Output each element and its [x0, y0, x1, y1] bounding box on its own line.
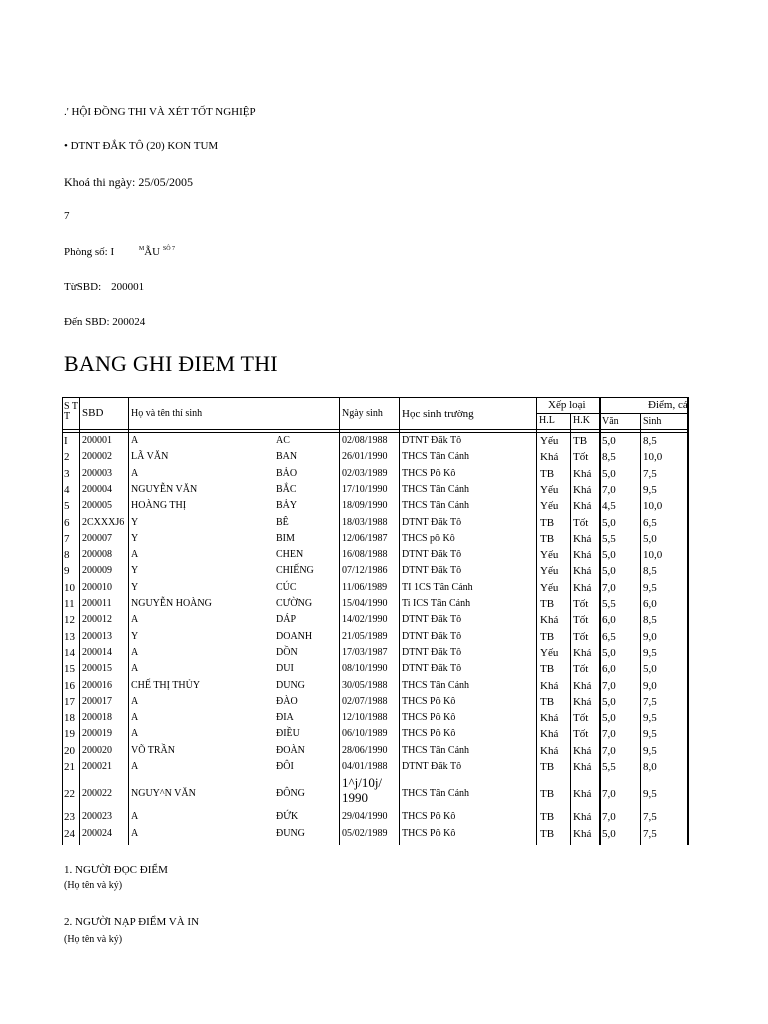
- table-row: [62, 710, 688, 726]
- table-row: [62, 775, 688, 809]
- cell-dob: 21/05/1989: [342, 630, 388, 642]
- cell-hl: Yếu: [540, 565, 559, 578]
- cell-van: 5,0: [602, 565, 616, 578]
- table-row: [62, 826, 688, 842]
- cell-ten: ĐÔI: [276, 761, 294, 772]
- cell-sbd: 200024: [82, 827, 112, 839]
- cell-hl: TB: [540, 663, 555, 676]
- cell-hk: Khá: [573, 483, 592, 496]
- cell-school: DTNT Đăk Tô: [402, 663, 462, 675]
- cell-hk: Khá: [573, 744, 592, 757]
- cell-hl: TB: [540, 630, 555, 643]
- cell-sinh: 10,0: [643, 451, 663, 464]
- cell-ho: HOÀNG THỊ: [131, 500, 187, 512]
- cell-van: 7,0: [602, 679, 616, 692]
- cell-sbd: 200012: [82, 614, 112, 626]
- cell-school: DTNT Đăk Tô: [402, 630, 462, 642]
- cell-stt: 6: [64, 516, 70, 529]
- cell-stt: 20: [64, 744, 75, 757]
- table-row: [62, 726, 688, 742]
- cell-van: 8,5: [602, 451, 616, 464]
- cell-ten: BIM: [276, 532, 295, 544]
- cell-stt: 10: [64, 581, 75, 594]
- table-row: [62, 694, 688, 710]
- cell-ten: CHEN: [276, 549, 304, 561]
- cell-hl: TB: [540, 598, 555, 610]
- table-row: [62, 531, 688, 547]
- cell-hl: Yếu: [540, 435, 559, 447]
- cell-hl: Khá: [540, 451, 559, 464]
- cell-ho: A: [131, 695, 139, 707]
- cell-hk: Tốt: [573, 516, 589, 529]
- cell-sinh: 7,5: [643, 467, 657, 480]
- cell-sinh: 8,5: [643, 435, 657, 447]
- cell-ten: BẢY: [276, 500, 298, 512]
- cell-van: 5,0: [602, 646, 616, 659]
- cell-school: DTNT Đăk Tô: [402, 614, 462, 626]
- cell-hl: Yếu: [540, 500, 559, 513]
- room-number: Phòng số: I: [64, 246, 115, 258]
- form-number: $^M$ẪU $^{SÔ 7}$: [138, 246, 176, 258]
- cell-sinh: 7,5: [643, 695, 657, 708]
- cell-ten: AC: [276, 435, 290, 446]
- cell-sinh: 9,5: [643, 712, 657, 725]
- cell-ten: ĐÔNG: [276, 788, 305, 800]
- cell-ten: DUI: [276, 663, 294, 675]
- cell-sinh: 9,5: [643, 744, 657, 757]
- cell-ten: DÁP: [276, 614, 297, 626]
- cell-dob: 11/06/1989: [342, 581, 388, 593]
- cell-school: THCS Pô Kô: [402, 467, 456, 479]
- cell-van: 5,0: [602, 435, 616, 447]
- cell-hl: TB: [540, 788, 555, 801]
- table-row: [62, 433, 688, 449]
- cell-school: DTNT Đăk Tô: [402, 435, 462, 446]
- cell-van: 5,0: [602, 467, 616, 480]
- cell-ho: VÕ TRẦN: [131, 744, 175, 756]
- cell-hl: TB: [540, 827, 555, 840]
- cell-van: 6,0: [602, 614, 616, 627]
- cell-ho: NGUYỄN HOÀNG: [131, 598, 212, 609]
- cell-ten: ĐỨK: [276, 811, 299, 823]
- cell-ho: A: [131, 663, 139, 675]
- cell-hk: Tốt: [573, 712, 589, 725]
- cell-sinh: 9,5: [643, 646, 657, 659]
- cell-dob: 16/08/1988: [342, 549, 388, 561]
- cell-van: 5,5: [602, 598, 616, 610]
- cell-hk: TB: [573, 435, 588, 447]
- cell-dob: 18/03/1988: [342, 516, 388, 528]
- cell-hk: Khá: [573, 827, 592, 840]
- cell-sinh: 7,5: [643, 811, 657, 824]
- cell-sbd: 200020: [82, 744, 112, 756]
- cell-hl: TB: [540, 761, 555, 773]
- entry-note: (Họ tên và ký): [64, 934, 123, 945]
- table-row: [62, 612, 688, 628]
- cell-school: Ti ICS Tân Cảnh: [402, 598, 471, 609]
- cell-stt: 9: [64, 565, 70, 578]
- cell-sinh: 7,5: [643, 827, 657, 840]
- cell-sbd: 200017: [82, 695, 112, 707]
- cell-ho: A: [131, 712, 139, 724]
- cell-ten: DOANH: [276, 630, 313, 642]
- cell-van: 6,0: [602, 663, 616, 676]
- cell-sbd: 200009: [82, 565, 112, 577]
- cell-sinh: 8,5: [643, 565, 657, 578]
- cell-hk: Tốt: [573, 630, 589, 643]
- council-line: [64, 106, 256, 118]
- cell-van: 5,0: [602, 549, 616, 562]
- cell-stt: 7: [64, 532, 70, 545]
- col-header-hk: H.K: [573, 415, 590, 426]
- cell-ten: CƯỜNG: [276, 598, 313, 609]
- cell-dob: 1^j/10j/ 1990: [342, 775, 383, 806]
- cell-school: THCS Pô Kô: [402, 695, 456, 707]
- cell-dob: 04/01/1988: [342, 761, 388, 772]
- cell-stt: 12: [64, 614, 75, 627]
- cell-van: 6,5: [602, 630, 616, 643]
- cell-hl: Khá: [540, 744, 559, 757]
- cell-stt: 2: [64, 451, 70, 464]
- cell-school: TI 1CS Tân Cảnh: [402, 581, 473, 593]
- school-name: • DTNT ĐẮK TÔ (20) KON TUM: [64, 140, 219, 152]
- cell-hl: Khá: [540, 728, 559, 741]
- cell-dob: 18/09/1990: [342, 500, 388, 512]
- col-header-sbd: SBD: [82, 407, 104, 419]
- cell-hl: Yếu: [540, 483, 559, 496]
- cell-van: 7,0: [602, 483, 616, 496]
- page-title: BANG GHI ĐIEM THI: [64, 351, 278, 376]
- cell-hk: Tốt: [573, 728, 589, 741]
- cell-ho: NGUYỄN VĂN: [131, 483, 198, 495]
- council-prefix: .': [64, 106, 72, 118]
- cell-sinh: 9,5: [643, 483, 657, 496]
- table-row: [62, 743, 688, 759]
- cell-ten: ĐOÀN: [276, 744, 305, 756]
- cell-school: THCS Tân Cảnh: [402, 483, 470, 495]
- cell-hk: Khá: [573, 500, 592, 513]
- cell-hl: TB: [540, 811, 555, 824]
- cell-school: THCS Tân Cảnh: [402, 788, 470, 800]
- table-row: [62, 498, 688, 514]
- table-row: [62, 645, 688, 661]
- cell-hl: Yếu: [540, 549, 559, 562]
- table-row: [62, 449, 688, 465]
- reader-note: (Họ tên và ký): [64, 880, 123, 891]
- cell-sbd: 200011: [82, 598, 112, 609]
- cell-ten: CHIẾNG: [276, 565, 314, 577]
- cell-stt: 3: [64, 467, 70, 480]
- cell-ho: A: [131, 646, 139, 658]
- cell-hl: Khá: [540, 614, 559, 627]
- cell-sbd: 200022: [82, 788, 112, 800]
- cell-school: THCS Pô Kô: [402, 811, 456, 823]
- cell-sinh: 10,0: [643, 500, 663, 513]
- cell-stt: 11: [64, 598, 75, 610]
- cell-hl: Yếu: [540, 581, 559, 594]
- cell-school: DTNT Đăk Tô: [402, 516, 462, 528]
- table-row: [62, 515, 688, 531]
- cell-sbd: 200005: [82, 500, 112, 512]
- cell-school: THCS Tân Cảnh: [402, 451, 470, 463]
- cell-sbd: 200007: [82, 532, 112, 544]
- cell-sinh: 9,0: [643, 679, 657, 692]
- cell-hl: TB: [540, 695, 555, 708]
- cell-hk: Tốt: [573, 598, 589, 610]
- cell-sinh: 5,0: [643, 663, 657, 676]
- cell-dob: 02/07/1988: [342, 695, 388, 707]
- cell-sbd: 200016: [82, 679, 112, 691]
- col-header-dob: Ngày sinh: [342, 408, 383, 419]
- cell-sbd: 200001: [82, 435, 112, 446]
- cell-stt: 13: [64, 630, 75, 643]
- cell-dob: 29/04/1990: [342, 811, 388, 823]
- cell-sbd: 200013: [82, 630, 112, 642]
- cell-stt: 19: [64, 728, 75, 741]
- cell-stt: 18: [64, 712, 75, 725]
- cell-ho: A: [131, 728, 139, 740]
- cell-ten: BẮC: [276, 483, 297, 495]
- cell-hk: Khá: [573, 788, 592, 801]
- cell-sbd: 200019: [82, 728, 112, 740]
- col-header-school: Học sinh trường: [402, 408, 474, 420]
- table-row: [62, 661, 688, 677]
- cell-dob: 14/02/1990: [342, 614, 388, 626]
- cell-dob: 02/08/1988: [342, 435, 388, 446]
- cell-hk: Khá: [573, 467, 592, 480]
- col-header-scores: Điểm, cá: [648, 399, 688, 411]
- cell-ho: LÃ VĂN: [131, 451, 169, 463]
- cell-dob: 07/12/1986: [342, 565, 388, 577]
- cell-van: 7,0: [602, 728, 616, 741]
- cell-stt: 24: [64, 827, 75, 840]
- col-header-name: Họ và tên thí sinh: [131, 408, 203, 419]
- table-row: [62, 596, 688, 612]
- cell-stt: I: [64, 435, 68, 447]
- cell-school: THCS Pô Kô: [402, 712, 456, 724]
- cell-dob: 15/04/1990: [342, 598, 388, 609]
- cell-dob: 26/01/1990: [342, 451, 388, 463]
- cell-sbd: 200004: [82, 483, 112, 495]
- cell-dob: 08/10/1990: [342, 663, 388, 675]
- cell-stt: 16: [64, 679, 75, 692]
- score-table: [62, 397, 688, 845]
- table-row: [62, 809, 688, 825]
- cell-hl: TB: [540, 532, 555, 545]
- cell-van: 7,0: [602, 788, 616, 801]
- cell-hk: Khá: [573, 695, 592, 708]
- cell-ten: ĐIỀU: [276, 728, 300, 740]
- col-header-van: Văn: [602, 416, 619, 427]
- cell-ten: ĐÀO: [276, 695, 298, 707]
- table-row: [62, 759, 688, 775]
- col-header-rank: Xếp loại: [548, 399, 586, 411]
- cell-hk: Tốt: [573, 614, 589, 627]
- cell-ten: BAN: [276, 451, 298, 463]
- cell-van: 7,0: [602, 744, 616, 757]
- cell-ho: A: [131, 614, 139, 626]
- cell-ten: DỒN: [276, 646, 298, 658]
- cell-ho: CHẾ THỊ THỦY: [131, 679, 201, 691]
- table-row: [62, 482, 688, 498]
- table-row: [62, 629, 688, 645]
- cell-school: THCS pô Kô: [402, 532, 455, 544]
- cell-stt: 14: [64, 646, 75, 659]
- cell-hk: Tốt: [573, 451, 589, 464]
- cell-sinh: 9,5: [643, 728, 657, 741]
- cell-hk: Khá: [573, 565, 592, 578]
- cell-stt: 4: [64, 483, 70, 496]
- cell-ho: NGUY^N VĂN: [131, 788, 196, 800]
- cell-hk: Tốt: [573, 663, 589, 676]
- cell-ho: A: [131, 827, 139, 839]
- cell-stt: 23: [64, 811, 75, 824]
- cell-sbd: 2CXXXJ6: [82, 516, 125, 528]
- cell-van: 5,5: [602, 761, 616, 773]
- cell-van: 4,5: [602, 500, 616, 513]
- cell-sbd: 200003: [82, 467, 112, 479]
- cell-ho: Y: [131, 532, 139, 544]
- cell-sinh: 5,0: [643, 532, 657, 545]
- cell-van: 7,0: [602, 811, 616, 824]
- cell-dob: 12/10/1988: [342, 712, 388, 724]
- cell-sbd: 200018: [82, 712, 112, 724]
- cell-hk: Khá: [573, 646, 592, 659]
- cell-hl: Khá: [540, 712, 559, 725]
- cell-van: 5,0: [602, 827, 616, 840]
- cell-stt: 5: [64, 500, 70, 513]
- cell-hk: Khá: [573, 532, 592, 545]
- cell-dob: 30/05/1988: [342, 679, 388, 691]
- exam-date: Khoá thi ngày: 25/05/2005: [64, 175, 193, 189]
- cell-dob: 06/10/1989: [342, 728, 388, 740]
- cell-van: 7,0: [602, 581, 616, 594]
- table-row: [62, 466, 688, 482]
- council-name: HỘI ĐỒNG THI VÀ XÉT TỐT NGHIỆP: [71, 106, 256, 118]
- cell-ho: Y: [131, 565, 139, 577]
- col-header-hl: H.L: [539, 415, 555, 426]
- cell-school: THCS Tân Cảnh: [402, 500, 470, 512]
- cell-hl: TB: [540, 467, 555, 480]
- cell-hk: Khá: [573, 679, 592, 692]
- cell-stt: 17: [64, 695, 75, 708]
- cell-sbd: 200002: [82, 451, 112, 463]
- cell-hk: Khá: [573, 581, 592, 594]
- cell-ten: DUNG: [276, 679, 305, 691]
- cell-sinh: 8,0: [643, 761, 657, 773]
- cell-sbd: 200021: [82, 761, 112, 772]
- cell-sinh: 9,5: [643, 788, 657, 801]
- cell-dob: 02/03/1989: [342, 467, 388, 479]
- cell-ho: A: [131, 549, 139, 561]
- cell-school: THCS Pô Kô: [402, 827, 456, 839]
- cell-sinh: 10,0: [643, 549, 663, 562]
- from-sbd: TừSBD: 200001: [64, 281, 145, 293]
- cell-sinh: 6,5: [643, 516, 657, 529]
- cell-stt: 15: [64, 663, 75, 676]
- cell-ho: Y: [131, 630, 139, 642]
- cell-hk: Khá: [573, 811, 592, 824]
- cell-hl: Khá: [540, 679, 559, 692]
- table-row: [62, 580, 688, 596]
- stray-number: 7: [64, 210, 70, 222]
- cell-van: 5,5: [602, 532, 616, 545]
- table-row: [62, 678, 688, 694]
- cell-hl: TB: [540, 516, 555, 529]
- cell-school: THCS Tân Cảnh: [402, 679, 470, 691]
- cell-ho: Y: [131, 516, 139, 528]
- cell-school: DTNT Đăk Tô: [402, 761, 462, 772]
- col-header-sinh: Sinh: [643, 416, 662, 427]
- cell-sbd: 200010: [82, 581, 112, 593]
- cell-dob: 17/10/1990: [342, 483, 388, 495]
- cell-sinh: 8,5: [643, 614, 657, 627]
- cell-school: THCS Pô Kô: [402, 728, 456, 740]
- cell-ten: ĐUNG: [276, 827, 305, 839]
- cell-stt: 22: [64, 788, 75, 801]
- cell-dob: 17/03/1987: [342, 646, 388, 658]
- cell-dob: 12/06/1987: [342, 532, 388, 544]
- cell-hk: Khá: [573, 761, 592, 773]
- table-row: [62, 563, 688, 579]
- cell-sbd: 200014: [82, 646, 112, 658]
- cell-school: DTNT Đăk Tô: [402, 565, 462, 577]
- cell-hk: Khá: [573, 549, 592, 562]
- entry-title: 2. NGƯỜI NẠP ĐIỂM VÀ IN: [64, 916, 200, 928]
- reader-title: 1. NGƯỜI ĐỌC ĐIỂM: [64, 864, 168, 876]
- cell-ten: BẢO: [276, 467, 298, 479]
- cell-school: DTNT Đăk Tô: [402, 646, 462, 658]
- cell-sinh: 6,0: [643, 598, 657, 610]
- cell-sinh: 9,0: [643, 630, 657, 643]
- cell-ho: A: [131, 761, 139, 772]
- cell-dob: 28/06/1990: [342, 744, 388, 756]
- cell-hl: Yếu: [540, 646, 559, 659]
- cell-ten: ĐIA: [276, 712, 294, 724]
- cell-sbd: 200015: [82, 663, 112, 675]
- cell-sbd: 200023: [82, 811, 112, 823]
- cell-school: THCS Tân Cảnh: [402, 744, 470, 756]
- cell-ho: A: [131, 467, 139, 479]
- table-row: [62, 547, 688, 563]
- cell-ho: A: [131, 435, 139, 446]
- cell-ten: CÚC: [276, 581, 297, 593]
- cell-school: DTNT Đăk Tô: [402, 549, 462, 561]
- cell-ho: Y: [131, 581, 139, 593]
- cell-van: 5,0: [602, 695, 616, 708]
- to-sbd: Đến SBD: 200024: [64, 316, 146, 328]
- cell-ten: BÊ: [276, 516, 289, 528]
- cell-van: 5,0: [602, 712, 616, 725]
- cell-sbd: 200008: [82, 549, 112, 561]
- cell-van: 5,0: [602, 516, 616, 529]
- room-line: [64, 246, 175, 258]
- cell-sinh: 9,5: [643, 581, 657, 594]
- cell-ho: A: [131, 811, 139, 823]
- cell-stt: 21: [64, 761, 75, 773]
- cell-stt: 8: [64, 549, 70, 562]
- cell-dob: 05/02/1989: [342, 827, 388, 839]
- col-header-stt: S T T: [64, 401, 78, 422]
